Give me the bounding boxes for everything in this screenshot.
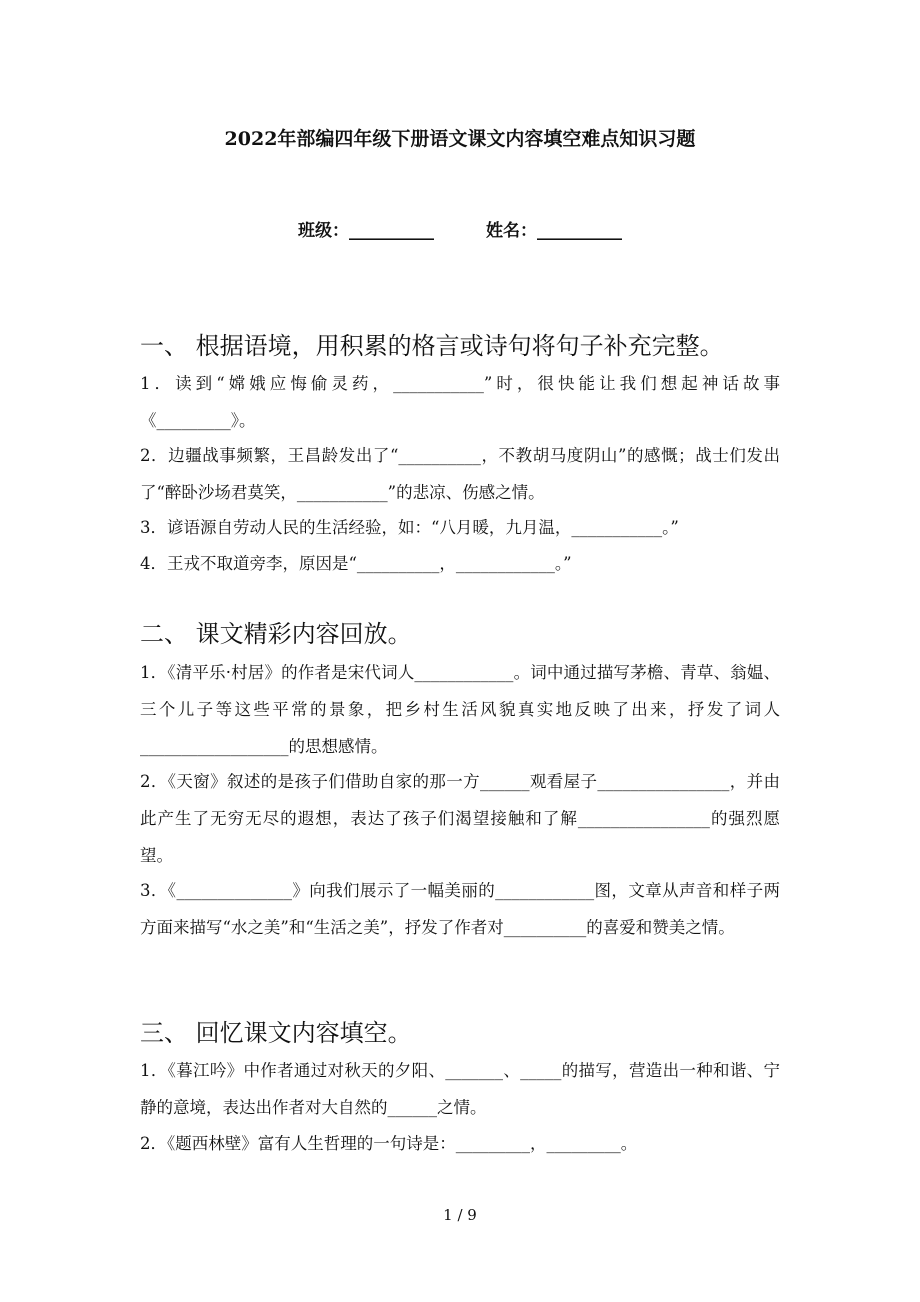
question-1-4: 4．王戎不取道旁李，原因是“__________，____________。” [140,554,572,573]
question-3-1: 1．《暮江吟》中作者通过对秋天的夕阳、_______、_____的描写，营造出一种和谐、宁静的意境，表达出作者对大自然的______之情。 [140,1061,780,1117]
page-number: 1 / 9 [443,1206,477,1224]
section-3-heading: 三、 回忆课文内容填空。 [140,1019,412,1047]
question-2-1: 1．《清平乐·村居》的作者是宋代词人____________。词中通过描写茅檐、青草、翁媪、三个儿子等这些平常的景象，把乡村生活风貌真实地反映了出来，抒发了词人__________________的思想感情。 [140,663,780,756]
question-1-3: 3．谚语源自劳动人民的生活经验，如：“八月暖，九月温，___________。” [140,518,679,537]
class-field: 班级：__________ [298,221,434,241]
question-1-1: 1．读到“嫦娥应悔偷灵药，___________”时，很快能让我们想起神话故事《_________》。 [140,374,780,430]
student-info [0,216,920,241]
question-2-2: 2．《天窗》叙述的是孩子们借助自家的那一方______观看屋子________________，并由此产生了无穷无尽的遐想，表达了孩子们渴望接触和了解________________的强烈愿望。 [140,772,780,865]
page-title: 2022年部编四年级下册语文课文内容填空难点知识习题 [224,128,696,150]
name-field: 姓名：__________ [486,221,622,241]
question-1-2: 2．边疆战事频繁，王昌龄发出了“__________，不教胡马度阴山”的感慨；战士们发出了“醉卧沙场君莫笑，___________”的悲凉、伤感之情。 [140,446,780,502]
question-3-2: 2．《题西林壁》富有人生哲理的一句诗是：_________，_________。 [140,1134,638,1153]
question-2-3: 3．《______________》向我们展示了一幅美丽的____________图，文章从声音和样子两方面来描写“水之美”和“生活之美”，抒发了作者对__________的喜爱和赞美之情。 [140,881,780,937]
section-1-heading: 一、 根据语境，用积累的格言或诗句将句子补充完整。 [140,332,724,360]
section-2-heading: 二、 课文精彩内容回放。 [140,620,412,648]
